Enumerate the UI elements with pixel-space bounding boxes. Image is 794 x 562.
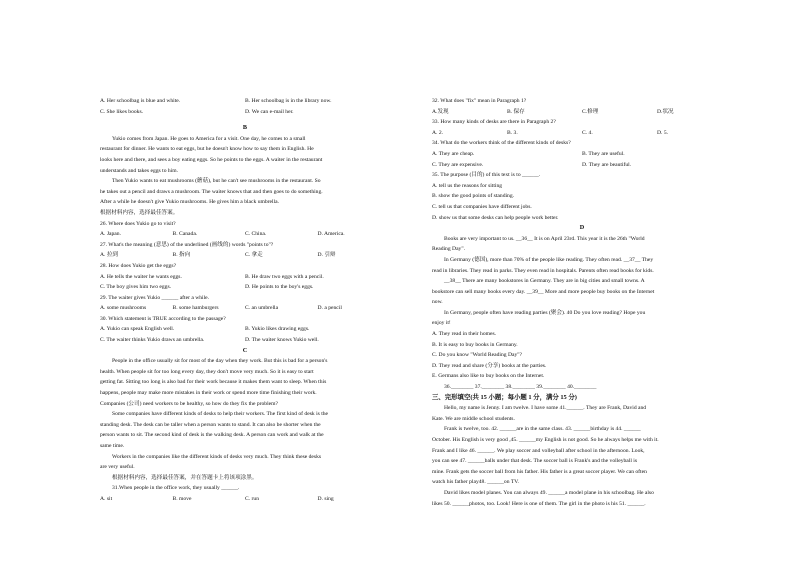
option: C. China. <box>245 231 267 238</box>
passage-line: getting fat. Sitting too long is also bad for their work because it makes them want to sleep. When this <box>100 379 327 386</box>
question-29-options <box>100 303 390 314</box>
option: B. 指向 <box>172 252 191 259</box>
top-options-row-2 <box>100 107 390 118</box>
option: D. We can e-mail her. <box>245 108 294 115</box>
question-26: 26. Where does Yukio go to visit? <box>100 220 176 227</box>
question-31-options <box>100 494 390 505</box>
option: D. a pencil <box>317 305 342 312</box>
option: C. an umbrella <box>245 305 279 312</box>
option: A. sit <box>100 495 113 502</box>
passage-line: In Germany (德国), more than 70% of the people like reading. They often read. __37__ They <box>444 256 654 263</box>
option: C. 拿走 <box>245 252 263 259</box>
left-column <box>100 96 390 505</box>
right-column <box>432 96 732 509</box>
option: A. 拉到 <box>100 252 119 259</box>
option: E. Germans also like to buy books on the Internet. <box>432 373 545 380</box>
option: B. They are useful. <box>582 150 625 157</box>
option: B. Canada. <box>172 231 198 238</box>
question-26-options <box>100 229 390 240</box>
option: A. Yukio can speak English well. <box>100 326 175 333</box>
question-29: 29. The waiter gives Yukio ______ after a while. <box>100 294 210 301</box>
option: A. Japan. <box>100 231 121 238</box>
option: D. 引辩 <box>317 252 336 259</box>
question-30-options-row-2 <box>100 335 390 346</box>
passage-line: October. His English is very good ,45. ______my English is not good. So he always helps me with it. <box>432 437 659 443</box>
section-d-title: D <box>579 224 585 232</box>
option: D. America. <box>317 231 345 238</box>
passage-line: standing desk. The desk can be taller when a person wants to stand. It can also be shorter when the <box>100 421 321 428</box>
passage-line: watch his father play48. ______on TV. <box>432 479 519 486</box>
passage-line: Companies (公司) need workers to be healthy, so how do they fix the problem? <box>100 400 278 407</box>
question-34: 34. What do the workers think of the different kinds of desks? <box>432 140 571 147</box>
section-b-title: B <box>242 124 248 132</box>
passage-line: read in libraries. They read in parks. They even read in hospitals. Parents often read books for kids. <box>432 267 654 274</box>
passage-line: Books are very important to us. __36__ It is on April 23rd. This year it is the 26th "World <box>444 235 645 242</box>
question-27: 27. What's the meaning (意思) of the underlined (画线的) words "points to"? <box>100 241 274 248</box>
option: C. The boy gives him two eggs. <box>100 284 172 291</box>
option: A. tell us the reasons for sitting <box>432 182 503 189</box>
question-31: 31.When people in the office work, they usually ______. <box>112 485 240 492</box>
question-33: 33. How many kinds of desks are there in Paragraph 2? <box>432 119 556 126</box>
passage-line: Hello, my name is Jenny. I am twelve. I have some 41.______. They are Frank, David and <box>444 405 647 412</box>
passage-line: Yukio comes from Japan. He goes to America for a visit. One day, he comes to a small <box>112 135 306 142</box>
option: C. The waiter thinks Yukio draws an umbrella. <box>100 337 205 344</box>
passage-line: now. <box>432 299 443 306</box>
question-34-options-row-1 <box>432 149 732 160</box>
question-32: 32. What does "fix" mean in Paragraph 1? <box>432 98 527 104</box>
option: A. They are cheap. <box>432 150 475 157</box>
option: B. some hamburgers <box>172 305 219 312</box>
option: B. show the good points of standing. <box>432 193 515 200</box>
option: A.发现 <box>432 108 449 115</box>
passage-line: Kate. We are middle school students. <box>432 415 515 422</box>
option: C. run <box>245 495 259 502</box>
passage-line: mine. Frank gets the soccer ball from his father. His father is a great soccer player. We can often <box>432 468 647 475</box>
passage-b <box>100 134 390 219</box>
option: A. They read in their homes. <box>432 331 497 338</box>
question-30: 30. Which statement is TRUE according to the passage? <box>100 315 226 322</box>
option: B. Her schoolbag is in the library now. <box>245 98 332 104</box>
question-28-options-row-2 <box>100 282 390 293</box>
option: C. 4. <box>582 129 593 136</box>
option: D. He points to the boy's eggs. <box>245 284 314 291</box>
option: D. They are beautiful. <box>582 161 632 168</box>
passage-line: After a while he doesn't give Yukio mushrooms. He gives him a black umbrella. <box>100 199 279 206</box>
question-33-options <box>432 128 732 139</box>
option: B. It is easy to buy books in Germany. <box>432 341 518 348</box>
passage-line: same time. <box>100 443 125 449</box>
instruction-line: 根据材料内容，选择最佳答案。 <box>100 209 179 216</box>
question-32-options <box>432 107 732 118</box>
option: D. The waiter knows Yukio well. <box>245 337 319 344</box>
question-27-options <box>100 250 390 261</box>
answer-blanks: 36.________ 37.________ 38.________ 39.________ 40.________ <box>444 384 597 391</box>
passage-line: People in the office usually sit for most of the day when they work. But this is bad for a person's <box>112 358 328 365</box>
passage-line: Some companies have different kinds of desks to help their workers. The first kind of desk is the <box>112 411 329 418</box>
option: D. show us that some desks can help people work better. <box>432 214 559 221</box>
question-35: 35. The purpose (目的) of this text is to ______. <box>432 172 541 179</box>
passage-line: In Germany, people often have reading parties (聚会). 40 Do you love reading? Hope you <box>444 309 646 316</box>
option: B. Yukio likes drawing eggs. <box>245 326 310 333</box>
passage-line: Workers in the companies like the different kinds of desks very much. They think these desks <box>112 453 322 460</box>
question-28: 28. How does Yukio get the eggs? <box>100 262 177 269</box>
passage-line: bookstore can sell many books every day. __39__ More and more people buy books on the Internet <box>432 288 655 295</box>
option: D. 5. <box>657 129 669 136</box>
question-34-options-row-2 <box>432 160 732 171</box>
passage-d <box>432 234 732 329</box>
passage-line: restaurant for dinner. He wants to eat eggs, but he doesn't know how to say them in English. He <box>100 146 314 153</box>
section-c-title: C <box>242 346 248 354</box>
passage-line: Reading Day". <box>432 246 466 253</box>
passage-line: David likes model planes. You can always 49. ______a model plane in his schoolbag. He also <box>444 489 654 496</box>
top-options-row-1 <box>100 96 390 107</box>
option: C. They are expensive. <box>432 161 484 168</box>
passage-line: likes 50. ______photos, too. Look! Here is one of them. The girl in the photo is his 51. ______. <box>432 500 646 507</box>
option: A. 2. <box>432 129 444 136</box>
passage-line: he takes out a pencil and draws a mushroom. The waiter knows that and then goes to do something. <box>100 188 323 195</box>
option: B. He draw two eggs with a pencil. <box>245 273 324 280</box>
section-3-title: 三、完形填空(共 15 小题；每小题 1 分，满分 15 分) <box>432 393 577 401</box>
option: B. 3. <box>507 129 518 136</box>
option: C. Do you know "World Reading Day"? <box>432 352 523 359</box>
option: D. They read and share (分享) books at the parties. <box>432 362 547 369</box>
passage-line: health. When people sit for too long every day, they don't move very much. So it is easy to start <box>100 368 314 375</box>
option: A. Her schoolbag is blue and white. <box>100 98 181 104</box>
passage-c <box>100 356 390 494</box>
passage-line: happens, people may make more mistakes in their work or spend more time finishing their work. <box>100 390 317 397</box>
passage-line: Then Yukio wants to eat mushrooms (蘑菇), but he can't see mushrooms in the restaurant. So <box>112 178 321 185</box>
option: D.状况 <box>657 108 674 115</box>
option: A. He tells the waiter he wants eggs. <box>100 273 182 280</box>
option: C. tell us that companies have different jobs. <box>432 203 532 210</box>
option: C.修理 <box>582 108 599 115</box>
passage-line: are very useful. <box>100 464 135 471</box>
option: D. sing <box>317 495 334 502</box>
option: A. some mushrooms <box>100 305 147 312</box>
cloze-passage <box>432 403 732 509</box>
passage-line: Frank is twelve, too. 42. ______are in the same class. 43. ______birthday is 44. ______ <box>444 426 641 433</box>
passage-line: __38__ There are many bookstores in Germany. They are in big cities and small towns. A <box>444 278 645 285</box>
passage-line: looks here and there, and sees a boy eating eggs. So he points to the eggs. A waiter in the restaurant <box>100 156 323 163</box>
option: B. 保存 <box>507 108 525 115</box>
question-28-options-row-1 <box>100 272 390 283</box>
passage-line: enjoy it! <box>432 320 451 327</box>
passage-line: Frank and I like 46. ______. We play soccer and volleyball after school in the afternoon. Look, <box>432 447 645 454</box>
option: B. move <box>172 495 192 502</box>
instruction-line: 根据材料内容，选择最佳答案，并在答题卡上将该项涂黑。 <box>112 474 258 481</box>
option: C. She likes books. <box>100 108 144 115</box>
passage-line: you can see 47. ______balls under that desk. The soccer ball is Frank's and the volleyball is <box>432 458 638 465</box>
passage-line: understands and takes eggs to him. <box>100 167 178 174</box>
passage-line: person wants to sit. The second kind of desk is the walking desk. A person can work and walk at the <box>100 432 324 439</box>
question-30-options-row-1 <box>100 324 390 335</box>
